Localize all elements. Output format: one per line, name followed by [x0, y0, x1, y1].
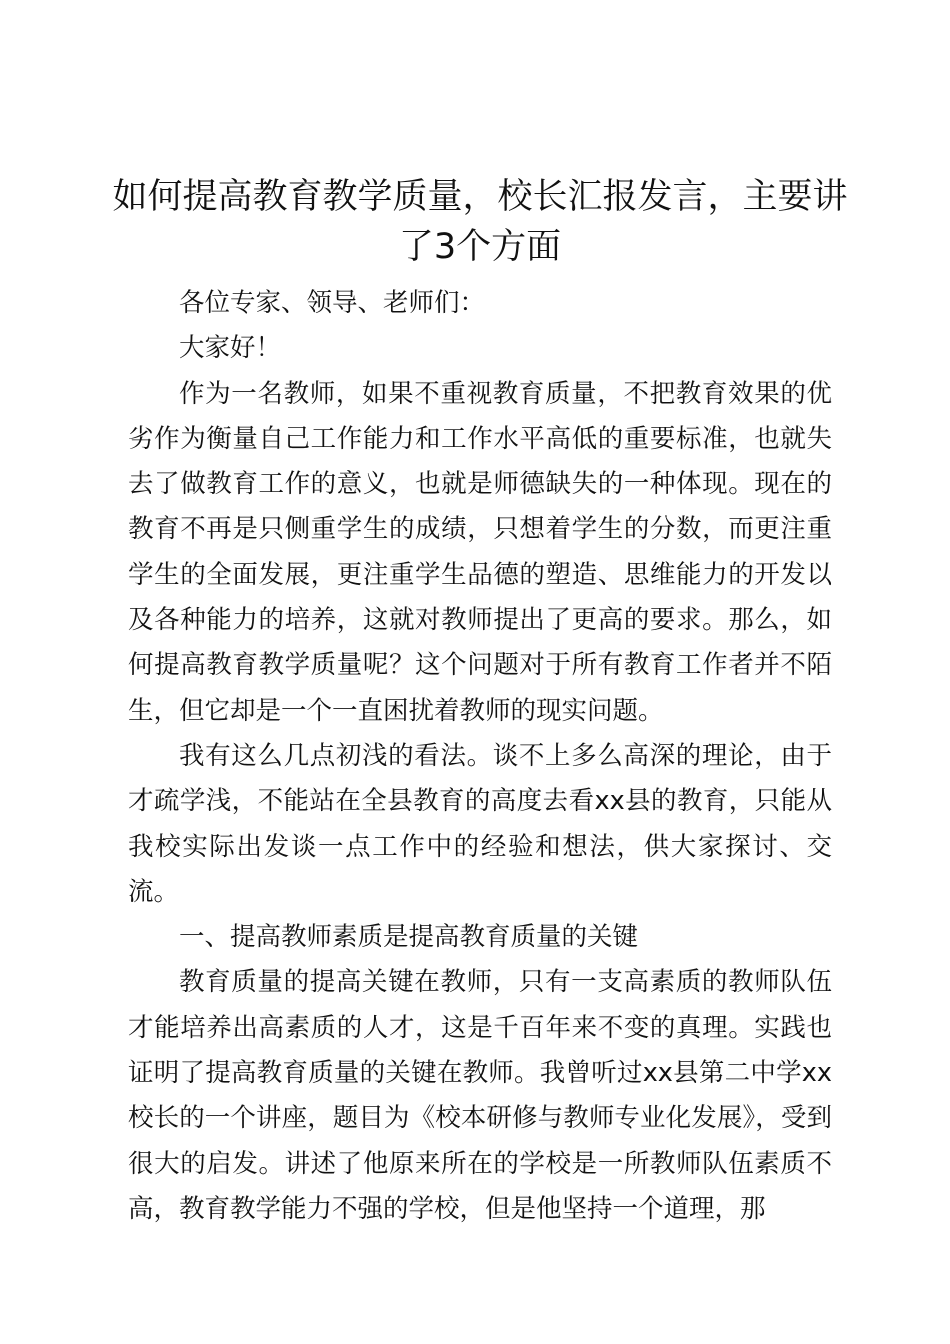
paragraph-opinion: 我有这么几点初浅的看法。谈不上多么高深的理论，由于才疏学浅，不能站在全县教育的高度去看xx县的教育，只能从我校实际出发谈一点工作中的经验和想法，供大家探讨、交流。: [128, 740, 832, 907]
section-heading-1: 一、提高教师素质是提高教育质量的关键: [179, 922, 639, 953]
paragraph-intro: 作为一名教师，如果不重视教育质量，不把教育效果的优劣作为衡量自己工作能力和工作水平高低的重要标准，也就失去了做教育工作的意义，也就是师德缺失的一种体现。现在的教育不再是只侧重学生的成绩，只想着学生的分数，而更注重学生的全面发展，更注重学生品德的塑造、思维能力的开发以及各种能力的培养，这就对教师提出了更高的要求。那么，如何提高教育教学质量呢？这个问题对于所有教育工作者并不陌生，但它却是一个一直困扰着教师的现实问题。: [128, 378, 832, 726]
document-body: [128, 281, 832, 1232]
paragraph-section-1: 教育质量的提高关键在教师，只有一支高素质的教师队伍才能培养出高素质的人才，这是千百年来不变的真理。实践也证明了提高教育质量的关键在教师。我曾听过xx县第二中学xx校长的一个讲座，题目为《校本研修与教师专业化发展》，受到很大的启发。讲述了他原来所在的学校是一所教师队伍素质不高，教育教学能力不强的学校，但是他坚持一个道理，那: [128, 967, 832, 1224]
salutation: 各位专家、领导、老师们：: [179, 288, 486, 318]
document-title: 如何提高教育教学质量，校长汇报发言，主要讲了3个方面: [112, 177, 848, 267]
greeting: 大家好！: [179, 333, 282, 364]
